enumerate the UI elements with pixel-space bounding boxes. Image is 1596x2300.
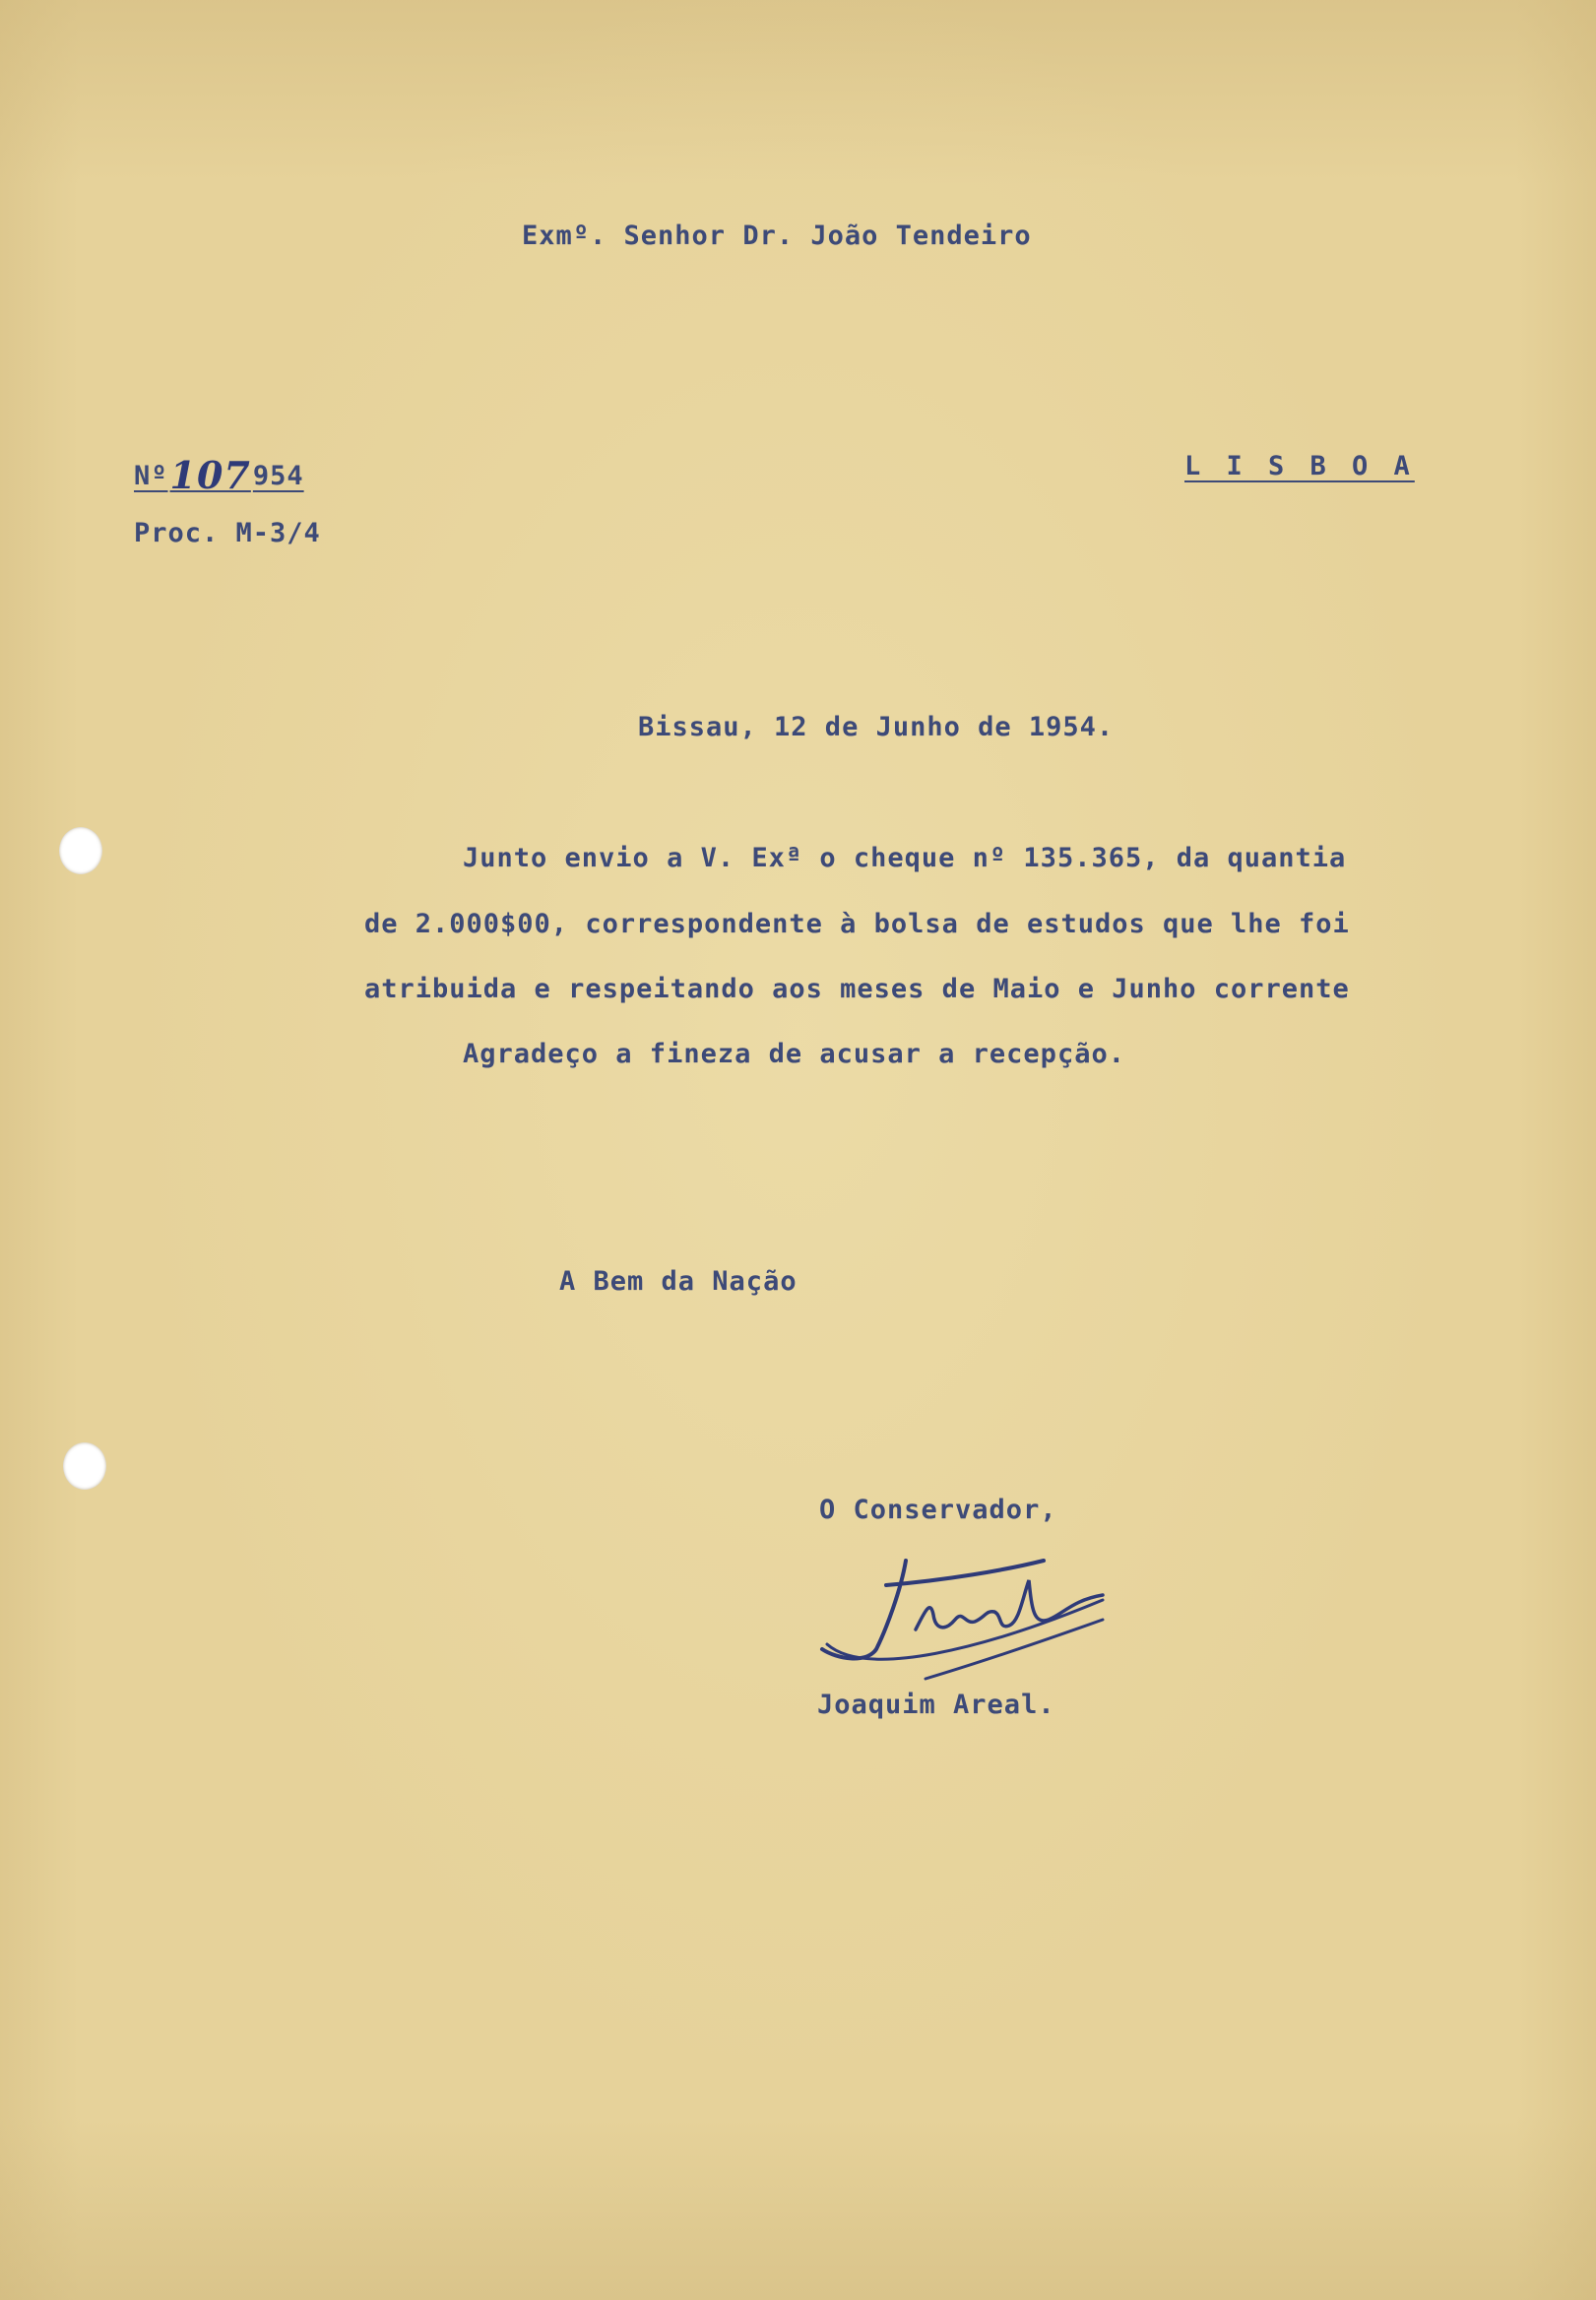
punch-hole [63,1442,106,1490]
punch-hole [59,827,102,874]
reference-number [134,453,304,497]
signer-title: O Conservador, [819,1495,1057,1525]
recipient-line: Exmº. Senhor Dr. João Tendeiro [522,221,1032,251]
body-line: Agradeço a fineza de acusar a recepção. [463,1039,1125,1069]
signature [807,1541,1122,1698]
destination: L I S B O A [1184,451,1415,481]
reference-year: 954 [252,461,304,491]
date-line: Bissau, 12 de Junho de 1954. [638,712,1115,742]
reference-prefix: Nº [134,461,168,491]
process-number: Proc. M-3/4 [134,518,321,548]
body-line: Junto envio a V. Exª o cheque nº 135.365, da quantia [463,843,1347,873]
reference-handwritten: 107 [169,453,251,497]
closing-line: A Bem da Nação [559,1266,798,1297]
signer-name: Joaquim Areal. [817,1690,1055,1720]
body-line: de 2.000$00, correspondente à bolsa de estudos que lhe foi [364,909,1350,939]
body-line: atribuida e respeitando aos meses de Maio e Junho corrente [364,974,1350,1004]
